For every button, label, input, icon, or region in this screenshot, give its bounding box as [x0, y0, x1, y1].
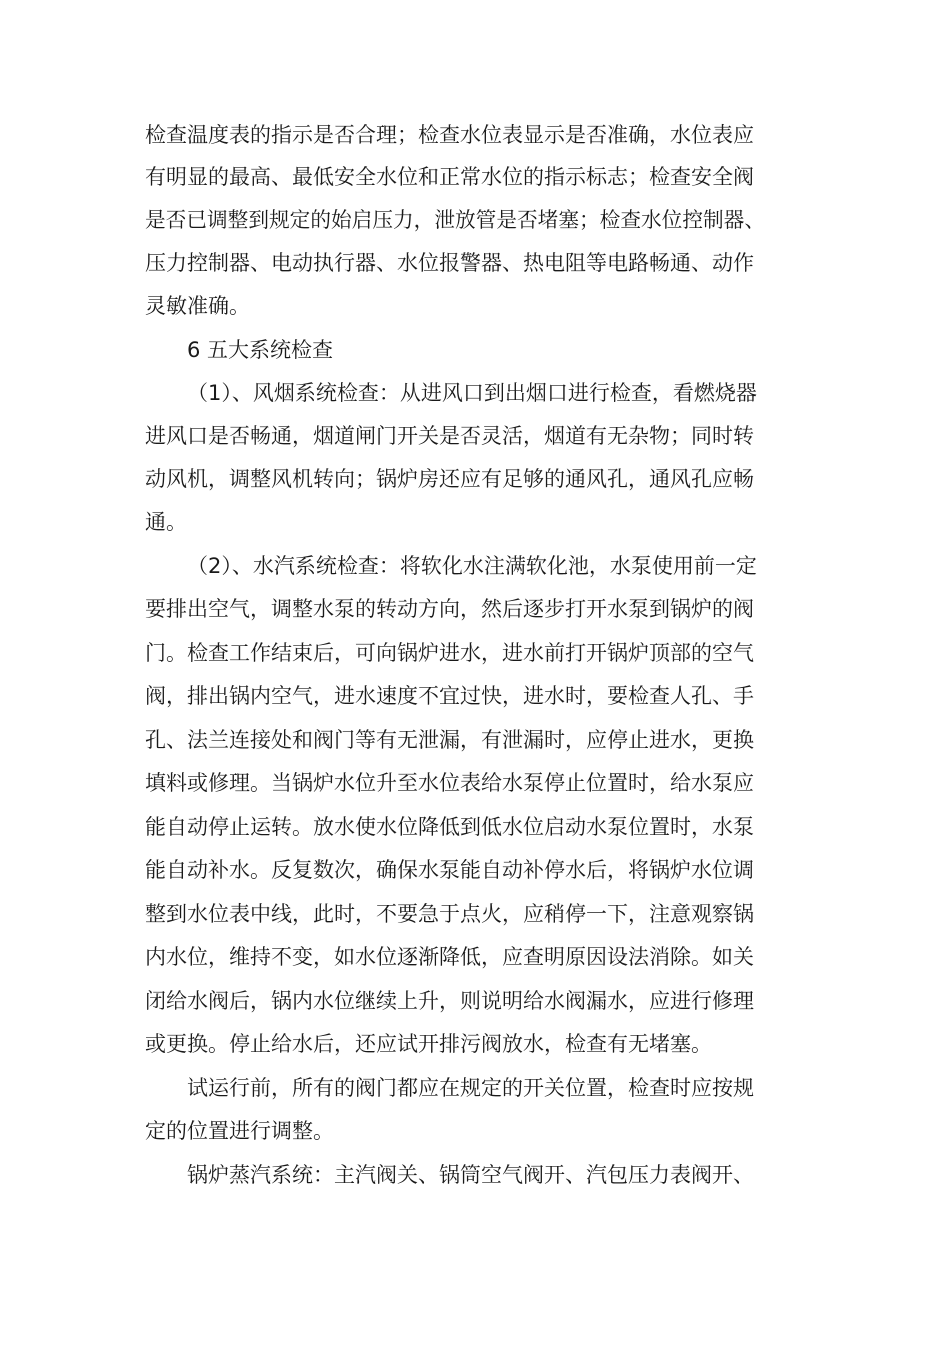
- body-text-line: 定的位置进行调整。: [145, 1119, 334, 1143]
- body-text-line: 是否已调整到规定的始启压力，泄放管是否堵塞；检查水位控制器、: [145, 208, 765, 232]
- body-text-line: 检查温度表的指示是否合理；检查水位表显示是否准确，水位表应: [145, 123, 754, 147]
- body-text-line: 门。检查工作结束后，可向锅炉进水，进水前打开锅炉顶部的空气: [145, 641, 754, 665]
- body-text-line: 填料或修理。当锅炉水位升至水位表给水泵停止位置时，给水泵应: [145, 771, 754, 795]
- body-text-line: 整到水位表中线，此时，不要急于点火，应稍停一下，注意观察锅: [145, 902, 754, 926]
- body-text-line: 有明显的最高、最低安全水位和正常水位的指示标志；检查安全阀: [145, 165, 754, 189]
- body-text-line: 闭给水阀后，锅内水位继续上升，则说明给水阀漏水，应进行修理: [145, 989, 754, 1013]
- body-text-line: （2）、水汽系统检查：将软化水注满软化池，水泵使用前一定: [187, 554, 757, 578]
- body-text-line: 能自动停止运转。放水使水位降低到低水位启动水泵位置时，水泵: [145, 815, 754, 839]
- body-text-line: 要排出空气，调整水泵的转动方向，然后逐步打开水泵到锅炉的阀: [145, 597, 754, 621]
- body-text-line: 或更换。停止给水后，还应试开排污阀放水，检查有无堵塞。: [145, 1032, 712, 1056]
- body-text-line: 阀，排出锅内空气，进水速度不宜过快，进水时，要检查人孔、手: [145, 684, 754, 708]
- body-text-line: 内水位，维持不变，如水位逐渐降低，应查明原因设法消除。如关: [145, 945, 754, 969]
- body-text-line: 锅炉蒸汽系统：主汽阀关、锅筒空气阀开、汽包压力表阀开、: [187, 1163, 754, 1187]
- body-text-line: （1）、风烟系统检查：从进风口到出烟口进行检查，看燃烧器: [187, 381, 757, 405]
- body-text-line: 压力控制器、电动执行器、水位报警器、热电阻等电路畅通、动作: [145, 251, 754, 275]
- section-heading: 6 五大系统检查: [187, 338, 334, 362]
- body-text-line: 通。: [145, 510, 187, 534]
- body-text-line: 试运行前，所有的阀门都应在规定的开关位置，检查时应按规: [187, 1076, 754, 1100]
- body-text-line: 能自动补水。反复数次，确保水泵能自动补停水后，将锅炉水位调: [145, 858, 754, 882]
- body-text-line: 灵敏准确。: [145, 294, 250, 318]
- body-text-line: 动风机，调整风机转向；锅炉房还应有足够的通风孔，通风孔应畅: [145, 467, 754, 491]
- body-text-line: 孔、法兰连接处和阀门等有无泄漏，有泄漏时，应停止进水，更换: [145, 728, 754, 752]
- body-text-line: 进风口是否畅通，烟道闸门开关是否灵活，烟道有无杂物；同时转: [145, 424, 754, 448]
